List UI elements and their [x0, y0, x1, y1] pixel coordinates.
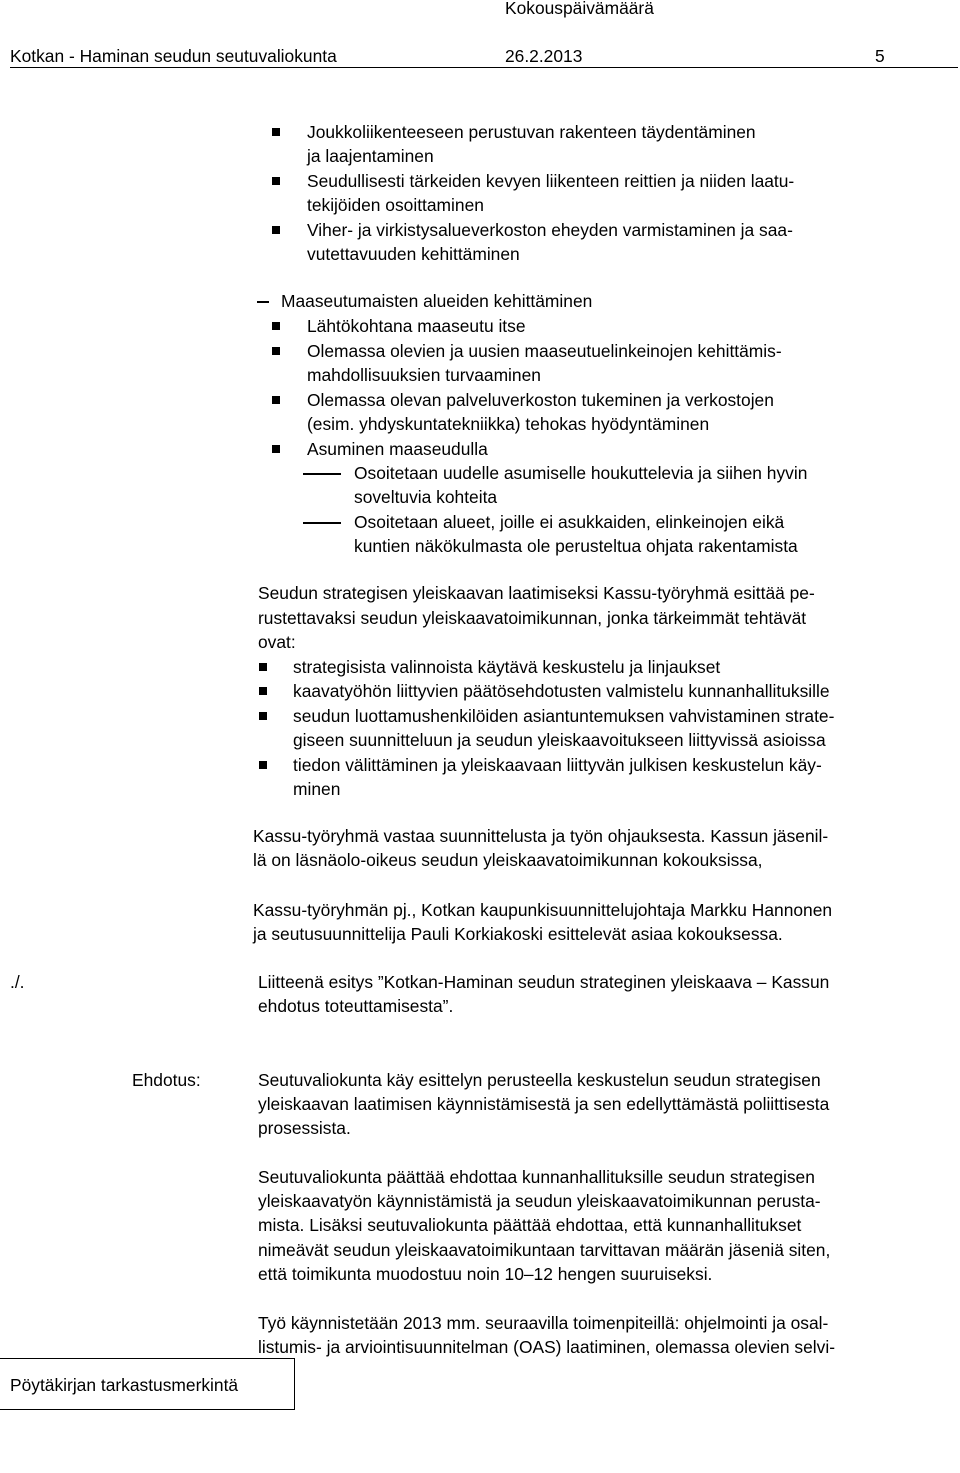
section2-subitem-1-line1: Osoitetaan uudelle asumiselle houkuttelevia ja siihen hyvin: [354, 463, 808, 483]
header-rule: [10, 67, 958, 68]
dash-bullet-icon: [303, 522, 341, 524]
proposal-label: Ehdotus:: [132, 1070, 201, 1090]
para3-line2: ja seutusuunnittelija Pauli Korkiakoski esittelevät asiaa kokouksessa.: [253, 924, 783, 944]
proposal-p2-line3: mista. Lisäksi seutuvaliokunta päättää ehdottaa, että kunnanhallitukset: [258, 1215, 802, 1235]
attachment-line1: Liitteenä esitys ”Kotkan-Haminan seudun strateginen yleiskaava – Kassun: [258, 972, 830, 992]
list3-item-3-line2: giseen suunnitteluun ja seudun yleiskaavoitukseen liittyvissä asioissa: [293, 730, 826, 750]
proposal-p3-line2: listumis- ja arviointisuunnitelman (OAS) laatiminen, olemassa olevien selvi-: [258, 1337, 836, 1357]
bullet-square-icon: [272, 177, 280, 185]
list3-item-4-line1: tiedon välittäminen ja yleiskaavaan liittyvän julkisen keskustelun käy-: [293, 755, 822, 775]
para2-line2: lä on läsnäolo-oikeus seudun yleiskaavatoimikunnan kokouksissa,: [253, 850, 763, 870]
list1-item-1-line2: ja laajentaminen: [307, 146, 434, 166]
list1-item-2-line1: Seudullisesti tärkeiden kevyen liikenteen reittien ja niiden laatu-: [307, 171, 795, 191]
section2-item-3-line1: Olemassa olevan palveluverkoston tukeminen ja verkostojen: [307, 390, 774, 410]
proposal-p3-line1: Työ käynnistetään 2013 mm. seuraavilla toimenpiteillä: ohjelmointi ja osal-: [258, 1313, 829, 1333]
proposal-p2-line5: että toimikunta muodostuu noin 10–12 hengen suuruiseksi.: [258, 1264, 713, 1284]
dash-bullet-icon: [303, 473, 341, 475]
para1-line3: ovat:: [258, 632, 296, 652]
section2-item-3-line2: (esim. yhdyskuntatekniikka) tehokas hyödyntäminen: [307, 414, 710, 434]
para3-line1: Kassu-työryhmän pj., Kotkan kaupunkisuunnittelujohtaja Markku Hannonen: [253, 900, 833, 920]
proposal-p2-line1: Seutuvaliokunta päättää ehdottaa kunnanhallituksille seudun strategisen: [258, 1167, 815, 1187]
proposal-p1-line3: prosessista.: [258, 1118, 351, 1138]
section2-subitem-2-line1: Osoitetaan alueet, joille ei asukkaiden, elinkeinojen eikä: [354, 512, 785, 532]
bullet-square-icon: [272, 128, 280, 136]
list1-item-1-line1: Joukkoliikenteeseen perustuvan rakenteen täydentäminen: [307, 122, 756, 142]
section2-item-1: Lähtökohtana maaseutu itse: [307, 316, 526, 336]
list3-item-4-line2: minen: [293, 779, 341, 799]
proposal-p1-line1: Seutuvaliokunta käy esittelyn perusteella keskustelun seudun strategisen: [258, 1070, 821, 1090]
attachment-line2: ehdotus toteuttamisesta”.: [258, 996, 454, 1016]
bullet-square-icon: [272, 226, 280, 234]
bullet-square-icon: [272, 322, 280, 330]
list1-item-3-line1: Viher- ja virkistysalueverkoston eheyden varmistaminen ja saa-: [307, 220, 793, 240]
bullet-square-icon: [272, 445, 280, 453]
list3-item-3-line1: seudun luottamushenkilöiden asiantuntemuksen vahvistaminen strate-: [293, 706, 835, 726]
section2-subitem-2-line2: kuntien näkökulmasta ole perusteltua ohjata rakentamista: [354, 536, 798, 556]
list3-item-1: strategisista valinnoista käytävä keskustelu ja linjaukset: [293, 657, 721, 677]
proposal-p2-line4: nimeävät seudun yleiskaavatoimikuntaan tarvittavan määrän jäseniä siten,: [258, 1240, 831, 1260]
list1-item-2-line2: tekijöiden osoittaminen: [307, 195, 484, 215]
para2-line1: Kassu-työryhmä vastaa suunnittelusta ja työn ohjauksesta. Kassun jäsenil-: [253, 826, 829, 846]
header-date: 26.2.2013: [505, 46, 583, 66]
section2-subitem-1-line2: soveltuvia kohteita: [354, 487, 498, 507]
section2-item-2-line1: Olemassa olevien ja uusien maaseutuelinkeinojen kehittämis-: [307, 341, 782, 361]
bullet-square-icon: [259, 712, 267, 720]
header-date-label: Kokouspäivämäärä: [505, 0, 654, 18]
header-organization: Kotkan - Haminan seudun seutuvaliokunta: [10, 46, 337, 66]
proposal-p2-line2: yleiskaavatyön käynnistämistä ja seudun yleiskaavatoimikunnan perusta-: [258, 1191, 821, 1211]
bullet-square-icon: [259, 761, 267, 769]
bullet-square-icon: [259, 663, 267, 671]
section2-item-2-line2: mahdollisuuksien turvaaminen: [307, 365, 541, 385]
list3-item-2: kaavatyöhön liittyvien päätösehdotusten valmistelu kunnanhallituksille: [293, 681, 830, 701]
bullet-square-icon: [272, 347, 280, 355]
header-page-number: 5: [875, 46, 885, 66]
dash-bullet-icon: [257, 301, 269, 303]
list1-item-3-line2: vutettavuuden kehittäminen: [307, 244, 520, 264]
section2-heading: Maaseutumaisten alueiden kehittäminen: [281, 291, 593, 311]
bullet-square-icon: [259, 687, 267, 695]
proposal-p1-line2: yleiskaavan laatimisen käynnistämisestä ja sen edellyttämästä poliittisesta: [258, 1094, 830, 1114]
footer-label: Pöytäkirjan tarkastusmerkintä: [10, 1375, 239, 1395]
section2-item-4: Asuminen maaseudulla: [307, 439, 488, 459]
bullet-square-icon: [272, 396, 280, 404]
para1-line1: Seudun strategisen yleiskaavan laatimiseksi Kassu-työryhmä esittää pe-: [258, 583, 815, 603]
attachment-marker: ./.: [10, 972, 25, 992]
para1-line2: rustettavaksi seudun yleiskaavatoimikunnan, jonka tärkeimmät tehtävät: [258, 608, 807, 628]
